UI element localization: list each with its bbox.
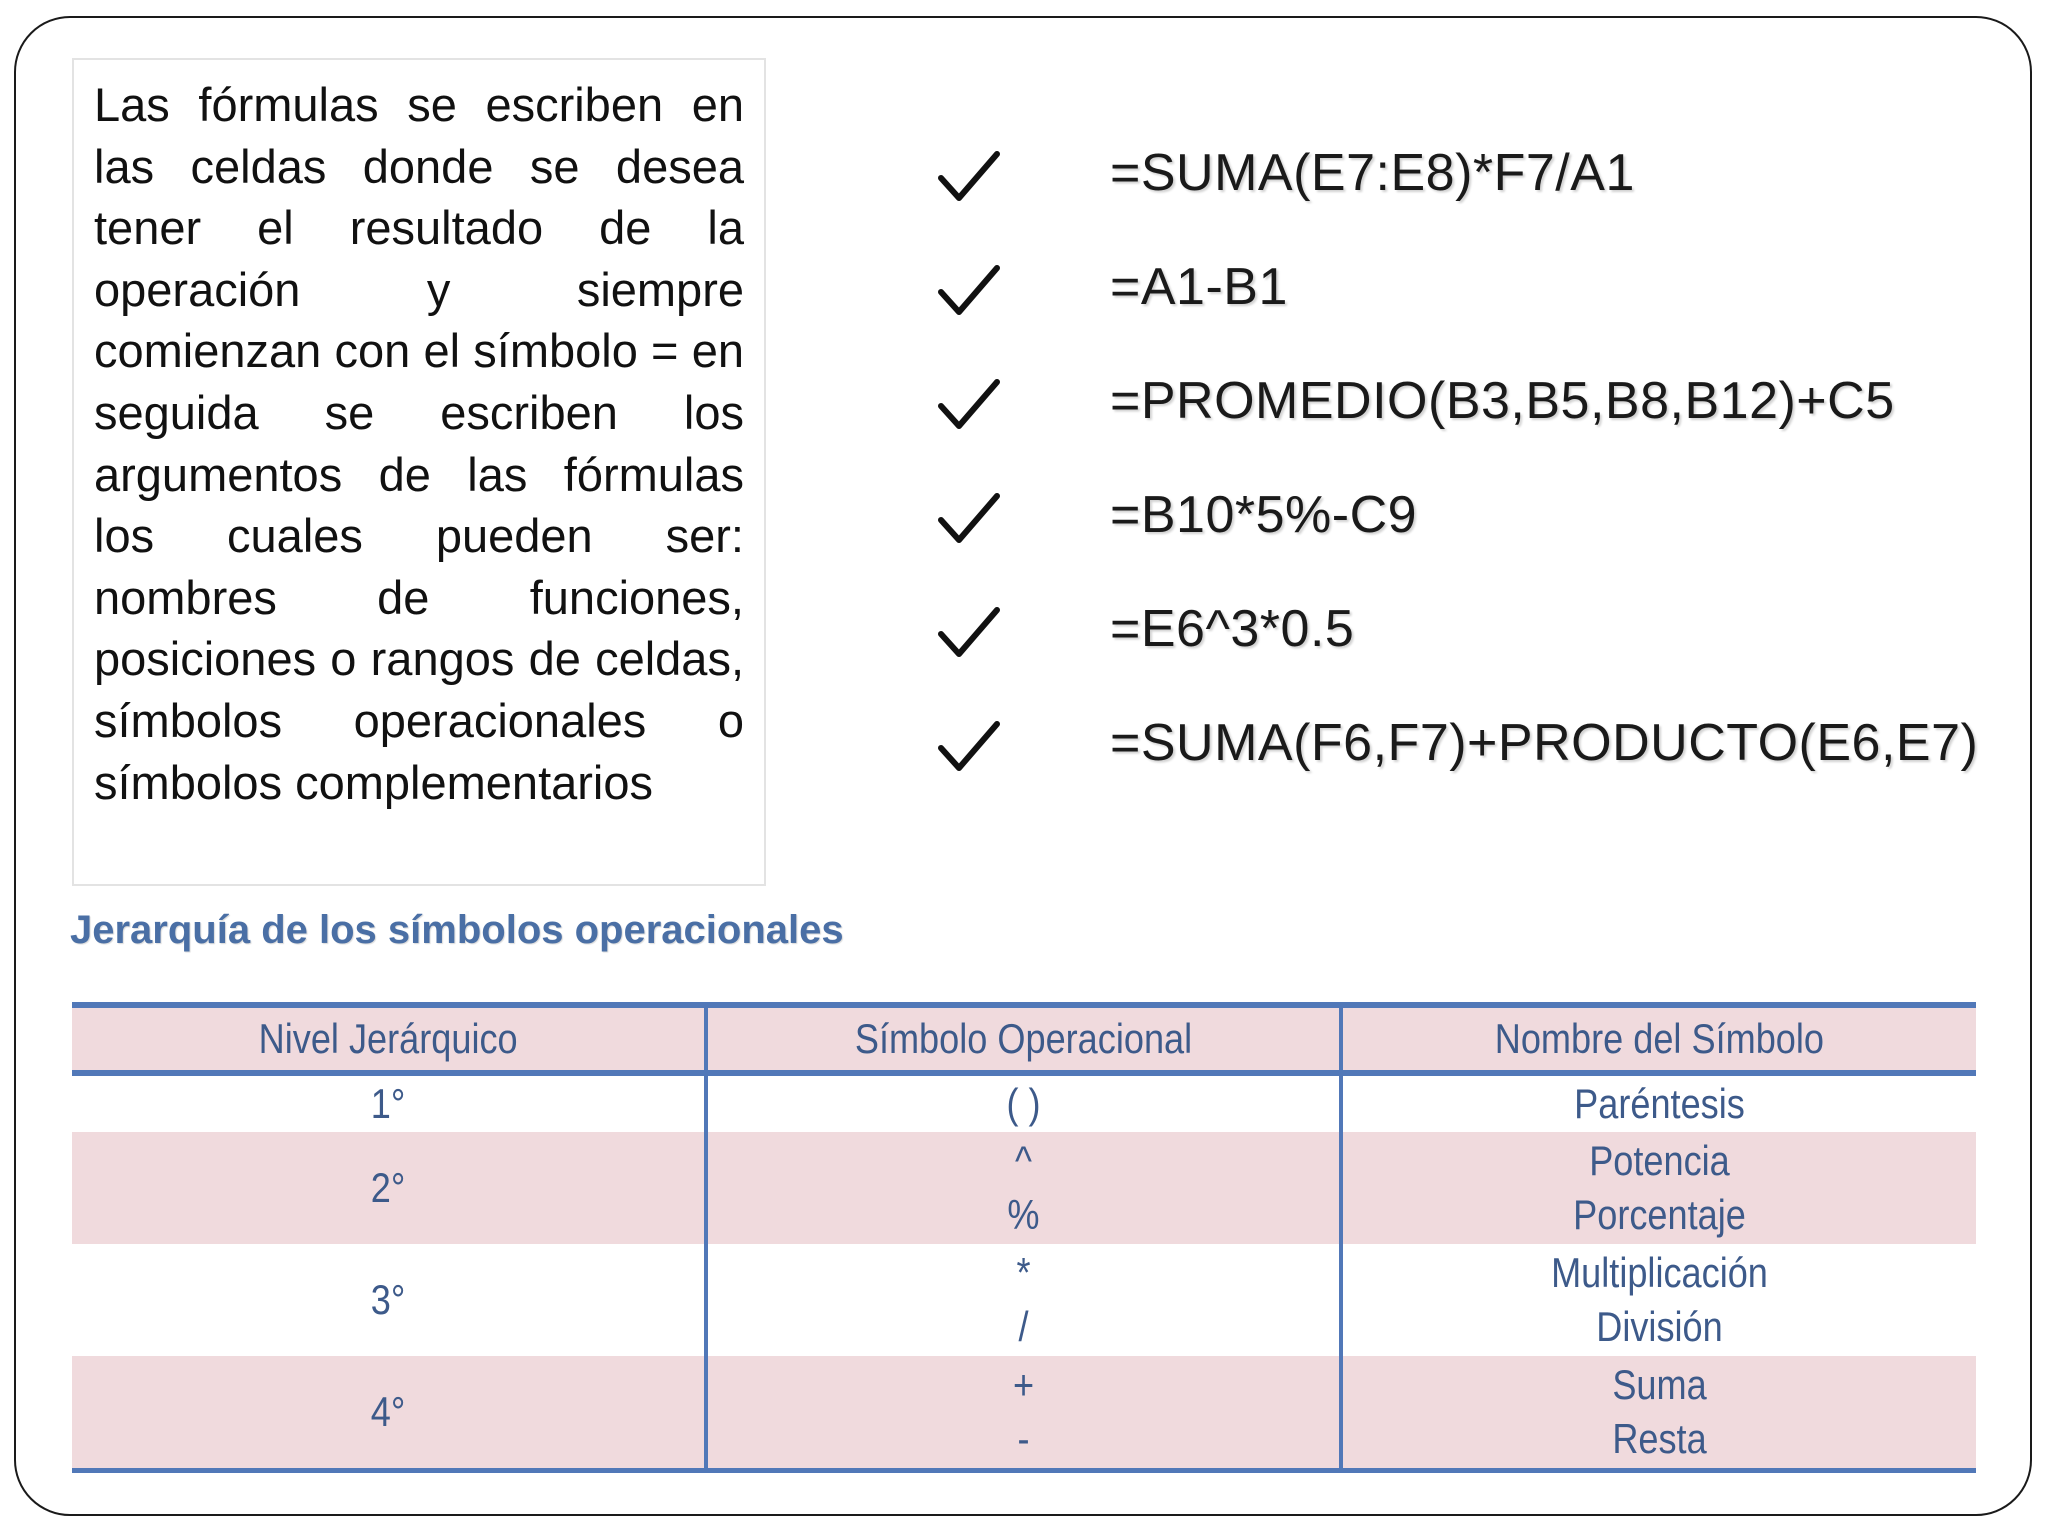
table-row [72, 1356, 1976, 1471]
formula-item [935, 708, 1995, 822]
formula-list [935, 138, 1995, 822]
formula-item [935, 480, 1995, 594]
name-value: Porcentaje [1573, 1191, 1746, 1238]
level-value: 4° [370, 1388, 406, 1435]
symbol-value: / [1018, 1303, 1029, 1350]
symbol-cell [706, 1073, 1341, 1132]
name-value: División [1596, 1303, 1723, 1350]
formula-text: =SUMA(F6,F7)+PRODUCTO(E6,E7) [1110, 714, 1979, 772]
description-text: Las fórmulas se escriben en las celdas donde se desea tener el resultado de la operación y siempre comienzan con el símbolo = en seguida se escriben los argumentos de las fórmulas los cuales pueden ser: nombres de funciones, posiciones o rangos de celdas, símbolos operacionales o símbolos complementarios [94, 78, 744, 809]
name-value: Paréntesis [1574, 1080, 1745, 1127]
table-row [72, 1244, 1976, 1356]
name-value: Multiplicación [1551, 1249, 1768, 1296]
formula-item [935, 594, 1995, 708]
formula-item [935, 138, 1995, 252]
symbol-value: % [1007, 1191, 1040, 1238]
level-cell [72, 1132, 706, 1244]
formula-item [935, 252, 1995, 366]
check-icon [935, 148, 1005, 208]
hierarchy-table [72, 1002, 1976, 1473]
level-value: 2° [370, 1164, 406, 1211]
description-box [72, 58, 766, 886]
check-icon [935, 604, 1005, 664]
level-cell [72, 1244, 706, 1356]
name-value: Resta [1612, 1415, 1707, 1462]
header-level: Nivel Jerárquico [116, 1005, 661, 1073]
name-value: Potencia [1589, 1137, 1730, 1184]
name-cell [1341, 1356, 1976, 1471]
header-symbol: Símbolo Operacional [750, 1005, 1296, 1073]
name-cell [1341, 1132, 1976, 1244]
level-value: 1° [370, 1080, 406, 1127]
formula-item [935, 366, 1995, 480]
formula-text: =A1-B1 [1110, 258, 1288, 316]
name-cell [1341, 1244, 1976, 1356]
formula-text: =B10*5%-C9 [1110, 486, 1418, 544]
symbol-value: * [1016, 1249, 1031, 1296]
header-name: Nombre del Símbolo [1385, 1005, 1931, 1073]
symbol-value: ^ [1015, 1137, 1032, 1184]
check-icon [935, 490, 1005, 550]
section-heading: Jerarquía de los símbolos operacionales [70, 908, 844, 952]
table-row [72, 1132, 1976, 1244]
symbol-value: - [1017, 1415, 1030, 1462]
check-icon [935, 376, 1005, 436]
formula-text: =SUMA(E7:E8)*F7/A1 [1110, 144, 1635, 202]
check-icon [935, 262, 1005, 322]
check-icon [935, 718, 1005, 778]
symbol-value: ( ) [1006, 1080, 1041, 1127]
table-row [72, 1073, 1976, 1132]
level-cell [72, 1356, 706, 1471]
name-value: Suma [1612, 1361, 1707, 1408]
level-cell [72, 1073, 706, 1132]
symbol-cell [706, 1132, 1341, 1244]
table-header-row [72, 1005, 1976, 1073]
formula-text: =E6^3*0.5 [1110, 600, 1355, 658]
level-value: 3° [370, 1276, 406, 1323]
symbol-value: + [1012, 1361, 1035, 1408]
symbol-cell [706, 1244, 1341, 1356]
formula-text: =PROMEDIO(B3,B5,B8,B12)+C5 [1110, 372, 1895, 430]
symbol-cell [706, 1356, 1341, 1471]
name-cell [1341, 1073, 1976, 1132]
